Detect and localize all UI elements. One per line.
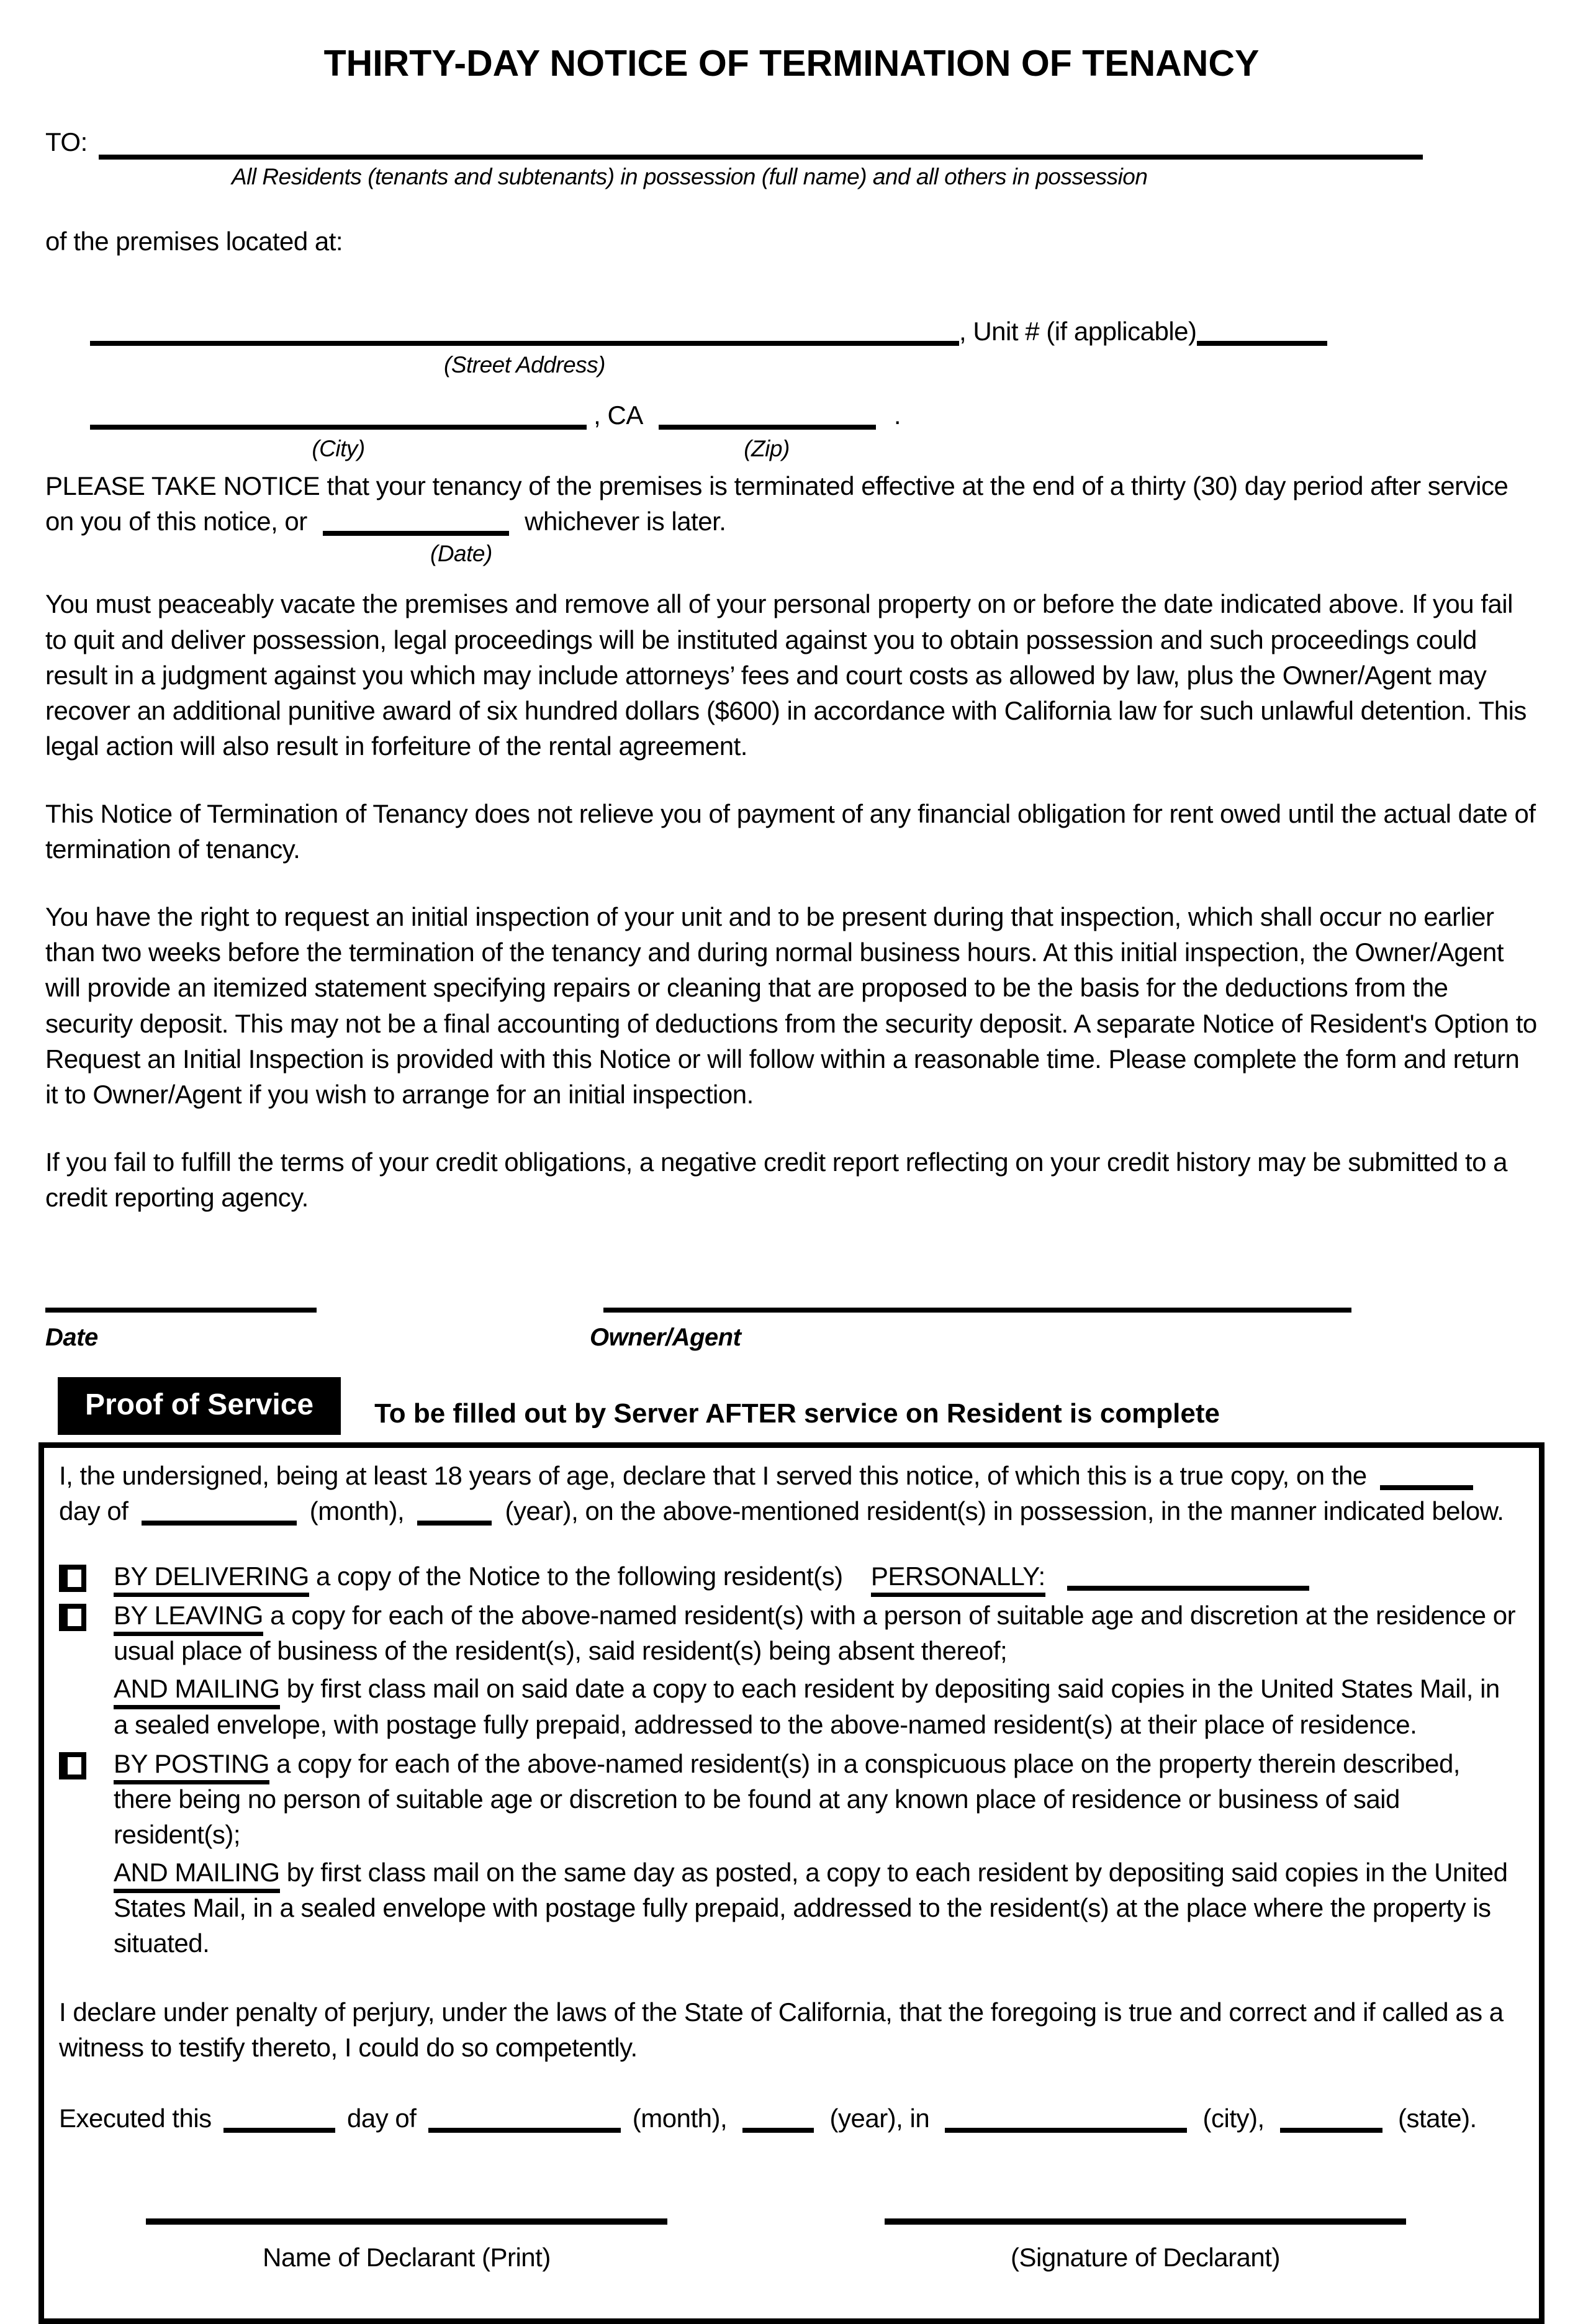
- personally-label: PERSONALLY:: [871, 1562, 1045, 1597]
- declaration-text-4: (month),: [309, 1496, 405, 1526]
- premises-intro: of the premises located at:: [45, 226, 343, 256]
- to-caption: All Residents (tenants and subtenants) in possession (full name) and all others in possession: [232, 164, 1148, 190]
- declaration-text-3: of: [107, 1496, 129, 1526]
- perjury-paragraph: I declare under penalty of perjury, under the laws of the State of California, that the foregoing is true and correct and if called as a witness to testify thereto, I could do so competently.: [59, 1997, 1504, 2063]
- to-row: [45, 124, 1538, 160]
- unit-label: , Unit # (if applicable): [959, 316, 1197, 346]
- executed-text-3: (month),: [632, 2103, 728, 2133]
- owner-signature-labels: [45, 1321, 1538, 1354]
- line-period: .: [893, 400, 901, 430]
- declaration-text-2: day: [59, 1496, 101, 1526]
- owner-signature-row: [45, 1280, 1538, 1316]
- to-fill-line[interactable]: [99, 155, 1423, 160]
- by-delivering-checkbox[interactable]: [59, 1565, 86, 1592]
- city-caption: (City): [312, 436, 365, 462]
- executed-city-fill-line[interactable]: [945, 2128, 1187, 2133]
- by-delivering-text: a copy of the Notice to the following resident(s): [316, 1562, 843, 1591]
- notice-body: that your tenancy of the premises is terminated effective at the end of a thirty (30) day period after service on you of this notice, or: [45, 471, 1509, 536]
- executed-text-4: (year), in: [829, 2103, 930, 2133]
- notice-date-caption: (Date): [430, 541, 492, 567]
- by-leaving-lead: BY LEAVING: [114, 1601, 263, 1636]
- proof-of-service-box: [38, 1442, 1545, 2324]
- by-leaving-paragraph: [114, 1598, 1520, 1668]
- declarant-signature-line[interactable]: [885, 2218, 1406, 2225]
- posting-and-mailing-text: by first class mail on the same day as posted, a copy to each resident by depositing said copies in the United States Mail, in a sealed envelope with postage fully prepaid, addressed to the resident(s) at the place where the property is situated.: [114, 1857, 1508, 1958]
- notice-tail: whichever is later.: [525, 506, 726, 536]
- proof-of-service-subheader: To be filled out by Server AFTER service on Resident is complete: [374, 1398, 1220, 1429]
- zip-fill-line[interactable]: [659, 425, 876, 430]
- owner-agent-label: Owner/Agent: [590, 1324, 741, 1352]
- declarant-signature-label: (Signature of Declarant): [1011, 2242, 1280, 2272]
- executed-text-2: day of: [347, 2103, 417, 2133]
- street-address-caption: (Street Address): [444, 351, 605, 378]
- posting-and-mailing-lead: AND MAILING: [114, 1858, 280, 1893]
- by-leaving-item: [59, 1598, 1520, 1742]
- server-declaration: [59, 1458, 1520, 1529]
- notice-paragraph: [45, 468, 1538, 539]
- owner-agent-signature-line[interactable]: [603, 1308, 1351, 1313]
- declaration-text-5: (year), on the above-mentioned resident(s) in possession, in the manner indicated below.: [505, 1496, 1504, 1526]
- by-delivering-lead: BY DELIVERING: [114, 1562, 309, 1597]
- personally-fill-line[interactable]: [1067, 1586, 1309, 1591]
- notice-lead: PLEASE TAKE NOTICE: [45, 471, 320, 500]
- proof-of-service-badge: Proof of Service: [58, 1377, 341, 1435]
- ca-label: , CA: [593, 400, 642, 430]
- executed-state-fill-line[interactable]: [1280, 2128, 1382, 2133]
- proof-of-service-header-row: [45, 1377, 1538, 1435]
- leaving-and-mailing-paragraph: [114, 1671, 1520, 1742]
- executed-day-fill-line[interactable]: [223, 2128, 335, 2133]
- date-signature-line[interactable]: [45, 1308, 317, 1313]
- unit-fill-line[interactable]: [1197, 341, 1327, 346]
- declaration-text-1: I, the undersigned, being at least 18 years of age, declare that I served this notice, of which this is a true copy, on the: [59, 1460, 1367, 1490]
- declarant-signature-row: [59, 2198, 1520, 2275]
- service-day-fill-line[interactable]: [1380, 1485, 1473, 1490]
- financial-paragraph: This Notice of Termination of Tenancy does not relieve you of payment of any financial obligation for rent owed until the actual date of termination of tenancy.: [45, 799, 1536, 864]
- by-leaving-checkbox[interactable]: [59, 1604, 86, 1631]
- by-posting-text: a copy for each of the above-named resident(s) in a conspicuous place on the property therein described, there being no person of suitable age or discretion to be found at any known place of residence or business of said resident(s);: [114, 1748, 1460, 1849]
- by-leaving-text: a copy for each of the above-named resident(s) with a person of suitable age and discretion at the residence or usual place of business of the resident(s), said resident(s) being absent thereof;: [114, 1601, 1516, 1666]
- to-label: TO:: [45, 127, 88, 157]
- declarant-name-line[interactable]: [146, 2218, 667, 2225]
- executed-year-fill-line[interactable]: [742, 2128, 814, 2133]
- vacate-paragraph: You must peaceably vacate the premises and remove all of your personal property on or before the date indicated above. If you fail to quit and deliver possession, legal proceedings will be instituted against you to obtain possession and such proceedings could result in a judgment against you which may include attorneys’ fees and court costs as allowed by law, plus the Owner/Agent may recover an additional punitive award of six hundred dollars ($600) in accordance with California law for such unlawful detention. This legal action will also result in forfeiture of the rental agreement.: [45, 589, 1527, 761]
- executed-text-1: Executed this: [59, 2103, 212, 2133]
- city-zip-captions: [90, 435, 1538, 463]
- executed-row: [59, 2100, 1520, 2136]
- service-month-fill-line[interactable]: [142, 1521, 297, 1526]
- by-posting-checkbox[interactable]: [59, 1752, 86, 1779]
- by-posting-paragraph: [114, 1746, 1520, 1852]
- street-address-fill-line[interactable]: [90, 341, 959, 346]
- declarant-name-label: Name of Declarant (Print): [263, 2242, 551, 2272]
- by-posting-lead: BY POSTING: [114, 1749, 269, 1784]
- leaving-and-mailing-text: by first class mail on said date a copy to each resident by depositing said copies in the United States Mail, in a sealed envelope, with postage fully prepaid, addressed to the above-named resident(s) at their place of residence.: [114, 1674, 1500, 1739]
- executed-text-6: (state).: [1398, 2103, 1477, 2133]
- executed-text-5: (city),: [1202, 2103, 1265, 2133]
- notice-date-fill-line[interactable]: [323, 531, 509, 536]
- street-address-row: [90, 314, 1538, 349]
- by-posting-item: [59, 1746, 1520, 1961]
- city-fill-line[interactable]: [90, 425, 587, 430]
- executed-month-fill-line[interactable]: [428, 2128, 621, 2133]
- credit-paragraph: If you fail to fulfill the terms of your credit obligations, a negative credit report reflecting on your credit history may be submitted to a credit reporting agency.: [45, 1147, 1507, 1212]
- by-delivering-item: [59, 1558, 1520, 1594]
- date-label: Date: [45, 1324, 98, 1352]
- page-title: THIRTY-DAY NOTICE OF TERMINATION OF TENANCY: [323, 43, 1260, 84]
- city-zip-row: [90, 397, 1538, 433]
- posting-and-mailing-paragraph: [114, 1855, 1520, 1961]
- zip-caption: (Zip): [744, 436, 790, 462]
- inspection-paragraph: You have the right to request an initial inspection of your unit and to be present during that inspection, which shall occur no earlier than two weeks before the termination of the tenancy and during normal business hours. At this initial inspection, the Owner/Agent will provide an itemized statement specifying repairs or cleaning that are proposed to be the basis for the deductions from the security deposit. This may not be a final accounting of deductions from the security deposit. A separate Notice of Resident's Option to Request an Initial Inspection is provided with this Notice or will follow within a reasonable time. Please complete the form and return it to Owner/Agent if you wish to arrange for an initial inspection.: [45, 902, 1537, 1109]
- leaving-and-mailing-lead: AND MAILING: [114, 1674, 280, 1709]
- service-year-fill-line[interactable]: [417, 1521, 492, 1526]
